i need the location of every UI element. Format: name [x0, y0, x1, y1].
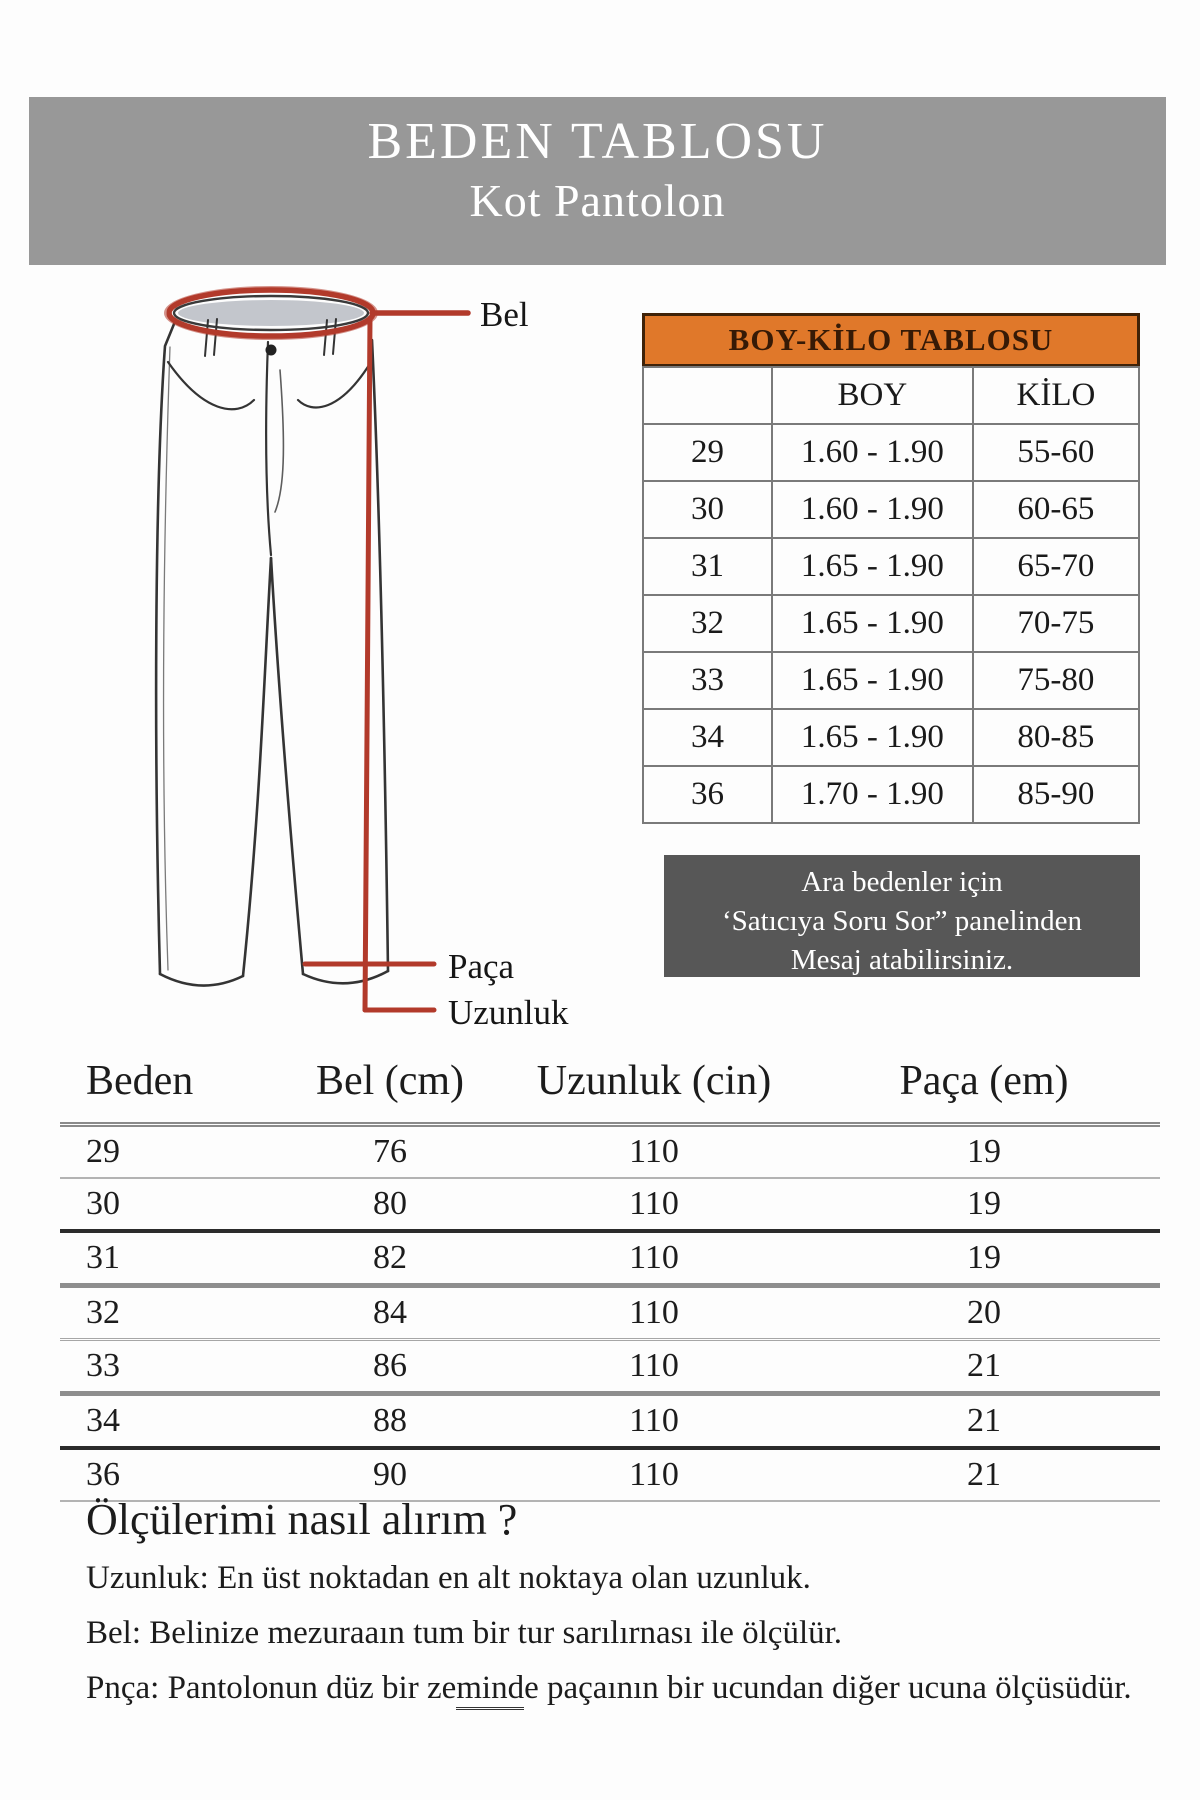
length-label: Uzunluk — [448, 993, 569, 1032]
pants-outline — [156, 319, 388, 986]
how-to-measure-section — [86, 1495, 1146, 1724]
paca-column-header: Paça (em) — [808, 1040, 1160, 1125]
beden-column-header: Beden — [60, 1040, 280, 1125]
measurements-row — [60, 1394, 1160, 1449]
height-weight-row — [643, 538, 1139, 595]
kilo-cell: 55-60 — [973, 424, 1139, 481]
uzunluk-cell: 110 — [500, 1231, 808, 1286]
measurements-row — [60, 1286, 1160, 1340]
note-line-1: Ara bedenler için — [801, 866, 1003, 898]
height-weight-table-section — [642, 313, 1140, 824]
height-weight-row — [643, 424, 1139, 481]
beden-cell: 34 — [60, 1394, 280, 1449]
measurements-table-body — [60, 1125, 1160, 1502]
height-weight-row — [643, 709, 1139, 766]
measurements-table — [60, 1040, 1160, 1502]
paca-text-underlined: mind — [456, 1670, 524, 1710]
boy-column-header: BOY — [772, 367, 973, 424]
page-subtitle: Kot Pantolon — [469, 175, 726, 226]
height-weight-row — [643, 595, 1139, 652]
kilo-cell: 85-90 — [973, 766, 1139, 823]
size-cell: 29 — [643, 424, 772, 481]
height-weight-header-row — [643, 367, 1139, 424]
uzunluk-explanation: Uzunluk: En üst noktadan en alt noktaya olan uzunluk. — [86, 1560, 811, 1596]
uzunluk-cell: 110 — [500, 1286, 808, 1340]
boy-cell: 1.70 - 1.90 — [772, 766, 973, 823]
bel-cell: 76 — [280, 1125, 500, 1179]
page-title: BEDEN TABLOSU — [367, 113, 828, 170]
measurements-row — [60, 1448, 1160, 1501]
size-cell: 34 — [643, 709, 772, 766]
beden-cell: 31 — [60, 1231, 280, 1286]
beden-cell: 33 — [60, 1340, 280, 1394]
beden-cell: 36 — [60, 1448, 280, 1501]
uzunluk-cell: 110 — [500, 1448, 808, 1501]
intermediate-sizes-note — [664, 855, 1140, 977]
beden-cell: 30 — [60, 1178, 280, 1231]
height-weight-table — [642, 366, 1140, 824]
kilo-cell: 75-80 — [973, 652, 1139, 709]
height-weight-table-body — [643, 424, 1139, 823]
measurements-row — [60, 1340, 1160, 1394]
bel-cell: 90 — [280, 1448, 500, 1501]
boy-cell: 1.60 - 1.90 — [772, 481, 973, 538]
uzunluk-cell: 110 — [500, 1340, 808, 1394]
uzunluk-cell: 110 — [500, 1178, 808, 1231]
height-weight-row — [643, 652, 1139, 709]
measurement-lines — [165, 287, 468, 1010]
paca-cell: 19 — [808, 1231, 1160, 1286]
boy-cell: 1.65 - 1.90 — [772, 709, 973, 766]
paca-text-before: Pnça: Pantolonun düz bir ze — [86, 1670, 457, 1706]
corner-cell — [643, 367, 772, 424]
measurements-header-row — [60, 1040, 1160, 1125]
size-cell: 36 — [643, 766, 772, 823]
bel-column-header: Bel (cm) — [280, 1040, 500, 1125]
uzunluk-cell: 110 — [500, 1125, 808, 1179]
how-to-measure-heading: Ölçülerimi nasıl alırım ? — [86, 1495, 518, 1544]
bel-cell: 82 — [280, 1231, 500, 1286]
size-cell: 32 — [643, 595, 772, 652]
boy-cell: 1.65 - 1.90 — [772, 538, 973, 595]
size-cell: 33 — [643, 652, 772, 709]
note-line-2: ‘Satıcıya Soru Sor” panelinden — [722, 905, 1082, 937]
measurements-row — [60, 1178, 1160, 1231]
jeans-diagram — [108, 250, 590, 1040]
size-cell: 30 — [643, 481, 772, 538]
jeans-button — [266, 345, 277, 356]
paca-cell: 19 — [808, 1178, 1160, 1231]
height-weight-row — [643, 766, 1139, 823]
title-banner — [29, 97, 1166, 265]
bel-cell: 86 — [280, 1340, 500, 1394]
paca-cell: 20 — [808, 1286, 1160, 1340]
paca-cell: 19 — [808, 1125, 1160, 1179]
paca-text-after: e paçaının bir ucundan diğer ucuna ölçüsüdür. — [524, 1670, 1132, 1706]
paca-cell: 21 — [808, 1448, 1160, 1501]
measurements-table-section — [60, 1040, 1160, 1502]
measurements-row — [60, 1231, 1160, 1286]
waist-label: Bel — [480, 295, 529, 334]
height-weight-table-title: BOY-KİLO TABLOSU — [642, 313, 1140, 367]
kilo-cell: 80-85 — [973, 709, 1139, 766]
bel-explanation: Bel: Belinize mezuraaın tum bir tur sarılırnası ile ölçülür. — [86, 1615, 843, 1651]
bel-cell: 84 — [280, 1286, 500, 1340]
diagram-labels — [448, 295, 569, 1032]
measurements-row — [60, 1125, 1160, 1179]
kilo-cell: 65-70 — [973, 538, 1139, 595]
beden-cell: 32 — [60, 1286, 280, 1340]
uzunluk-cell: 110 — [500, 1394, 808, 1449]
hem-label: Paça — [448, 947, 515, 986]
length-vertical-line — [365, 318, 370, 1010]
kilo-cell: 60-65 — [973, 481, 1139, 538]
jeans-sketch — [108, 250, 590, 1040]
boy-cell: 1.65 - 1.90 — [772, 595, 973, 652]
kilo-cell: 70-75 — [973, 595, 1139, 652]
kilo-column-header: KİLO — [973, 367, 1139, 424]
note-line-3: Mesaj atabilirsiniz. — [790, 944, 1014, 976]
paca-explanation — [86, 1669, 1146, 1707]
boy-cell: 1.60 - 1.90 — [772, 424, 973, 481]
boy-cell: 1.65 - 1.90 — [772, 652, 973, 709]
bel-cell: 80 — [280, 1178, 500, 1231]
paca-cell: 21 — [808, 1340, 1160, 1394]
size-cell: 31 — [643, 538, 772, 595]
bel-cell: 88 — [280, 1394, 500, 1449]
beden-cell: 29 — [60, 1125, 280, 1179]
height-weight-row — [643, 481, 1139, 538]
uzunluk-column-header: Uzunluk (cin) — [500, 1040, 808, 1125]
paca-cell: 21 — [808, 1394, 1160, 1449]
